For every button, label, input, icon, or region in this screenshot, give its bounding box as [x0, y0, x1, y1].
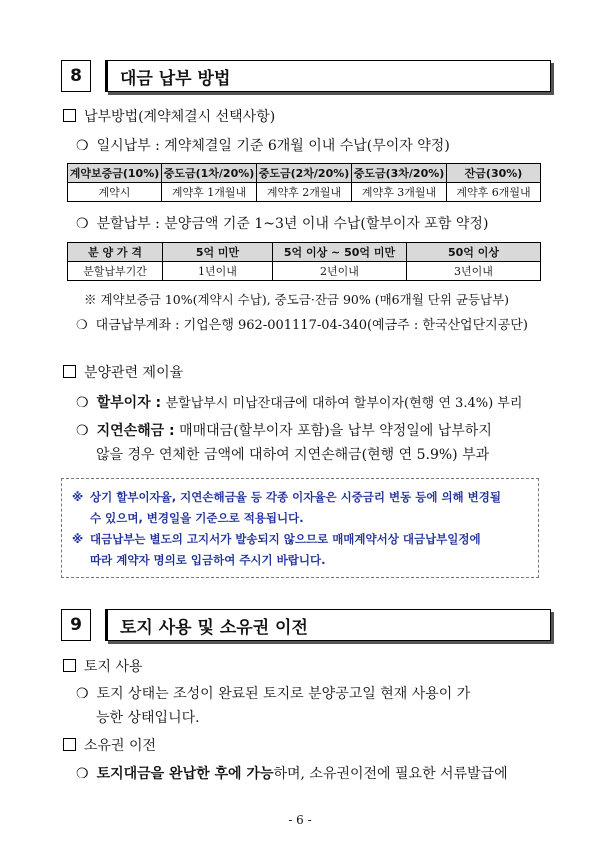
checkbox-icon — [63, 109, 76, 122]
section-8-header — [61, 60, 551, 92]
notice-line: 대금납부는 별도의 고지서가 발송되지 않으므로 매매계약서상 대금납부일정에 — [90, 532, 481, 546]
interest-text: 분할납부시 미납잔대금에 대하여 할부이자(현행 연 3.4%) 부리 — [165, 396, 523, 411]
installment-table — [67, 242, 541, 281]
heading-text: 토지 사용 — [84, 659, 143, 675]
interest-label: 할부이자 : — [96, 395, 162, 411]
notice-line: 수 있으며, 변경일을 기준으로 적용됩니다. — [90, 511, 304, 525]
notice-line: 상기 할부이자율, 지연손해금율 등 각종 이자율은 시중금리 변동 등에 의해 변경될 — [90, 490, 501, 504]
table-cell: 계약후 1개월내 — [162, 183, 257, 202]
interest-item — [76, 392, 522, 412]
table-header: 분 양 가 격 — [68, 243, 163, 262]
table-cell: 계약시 — [68, 183, 162, 202]
heading-text: 납부방법(계약체결시 선택사항) — [84, 109, 276, 125]
table-header: 중도금(2차/20%) — [257, 164, 352, 183]
table-header: 5억 이상 ~ 50억 미만 — [273, 243, 407, 262]
page-number: - 6 - — [288, 813, 312, 827]
ownership-item — [76, 763, 508, 783]
lump-sum-item — [76, 135, 450, 155]
circle-bullet-icon: ❍ — [76, 686, 89, 702]
table-cell: 분할납부기간 — [68, 262, 163, 281]
lump-sum-text: 일시납부 : 계약체결일 기준 6개월 이내 수납(무이자 약정) — [96, 138, 450, 154]
section-number: 9 — [61, 609, 91, 641]
late-fee-continued: 않을 경우 연체한 금액에 대하여 지연손해금(현행 연 5.9%) 부과 — [96, 447, 490, 463]
circle-bullet-icon: ❍ — [76, 216, 89, 232]
table-header: 계약보증금(10%) — [68, 164, 162, 183]
circle-bullet-icon: ❍ — [76, 766, 89, 782]
ownership-text: 하며, 소유권이전에 필요한 서류발급에 — [273, 766, 508, 782]
table-cell: 3년이내 — [407, 262, 541, 281]
notice-row — [72, 487, 528, 529]
land-use-heading — [63, 656, 143, 676]
notice-line: 따라 계약자 명의로 입금하여 주시기 바랍니다. — [90, 553, 326, 567]
lump-sum-table — [67, 163, 541, 202]
checkbox-icon — [63, 659, 76, 672]
late-fee-text: 매매대금(할부이자 포함)을 납부 약정일에 납부하지 — [179, 423, 492, 439]
reference-mark: ※ — [72, 532, 84, 546]
table-cell: 계약후 2개월내 — [257, 183, 352, 202]
section-number: 8 — [61, 60, 91, 92]
ownership-heading — [63, 735, 156, 755]
reference-mark: ※ — [72, 490, 84, 504]
table-cell: 1년이내 — [163, 262, 273, 281]
table-header: 중도금(3차/20%) — [352, 164, 447, 183]
table-header: 5억 미만 — [163, 243, 273, 262]
section-9-header — [61, 609, 551, 641]
installment-item — [76, 213, 488, 233]
deposit-note: ※ 계약보증금 10%(계약시 수납), 중도금·잔금 90% (매6개월 단위 균등납부) — [84, 292, 510, 307]
section-title: 토지 사용 및 소유권 이전 — [105, 609, 551, 641]
account-text: 대금납부계좌 : 기업은행 962-001117-04-340(예금주 : 한국산업단지공단) — [95, 318, 528, 333]
table-header: 50억 이상 — [407, 243, 541, 262]
table-cell: 계약후 3개월내 — [352, 183, 447, 202]
heading-text: 분양관련 제이율 — [84, 365, 184, 381]
land-use-continued: 능한 상태입니다. — [96, 710, 200, 726]
notice-row — [72, 529, 528, 571]
rate-heading — [63, 362, 183, 382]
heading-text: 소유권 이전 — [84, 738, 157, 754]
installment-text: 분할납부 : 분양금액 기준 1~3년 이내 수납(할부이자 포함 약정) — [96, 216, 489, 232]
circle-bullet-icon: ❍ — [76, 423, 89, 439]
circle-bullet-icon: ❍ — [76, 318, 88, 333]
land-use-item — [76, 683, 470, 703]
account-item — [76, 314, 528, 333]
circle-bullet-icon: ❍ — [76, 138, 89, 154]
payment-method-heading — [63, 106, 275, 126]
ownership-bold-text: 토지대금을 완납한 후에 가능 — [96, 766, 274, 782]
notice-box — [61, 478, 539, 578]
late-fee-label: 지연손해금 : — [96, 423, 175, 439]
late-fee-item — [76, 420, 492, 440]
section-title: 대금 납부 방법 — [105, 60, 551, 92]
table-header: 중도금(1차/20%) — [162, 164, 257, 183]
table-cell: 2년이내 — [273, 262, 407, 281]
land-use-text: 토지 상태는 조성이 완료된 토지로 분양공고일 현재 사용이 가 — [96, 686, 471, 702]
circle-bullet-icon: ❍ — [76, 395, 89, 411]
checkbox-icon — [63, 738, 76, 751]
table-header: 잔금(30%) — [447, 164, 541, 183]
checkbox-icon — [63, 365, 76, 378]
table-cell: 계약후 6개월내 — [447, 183, 541, 202]
